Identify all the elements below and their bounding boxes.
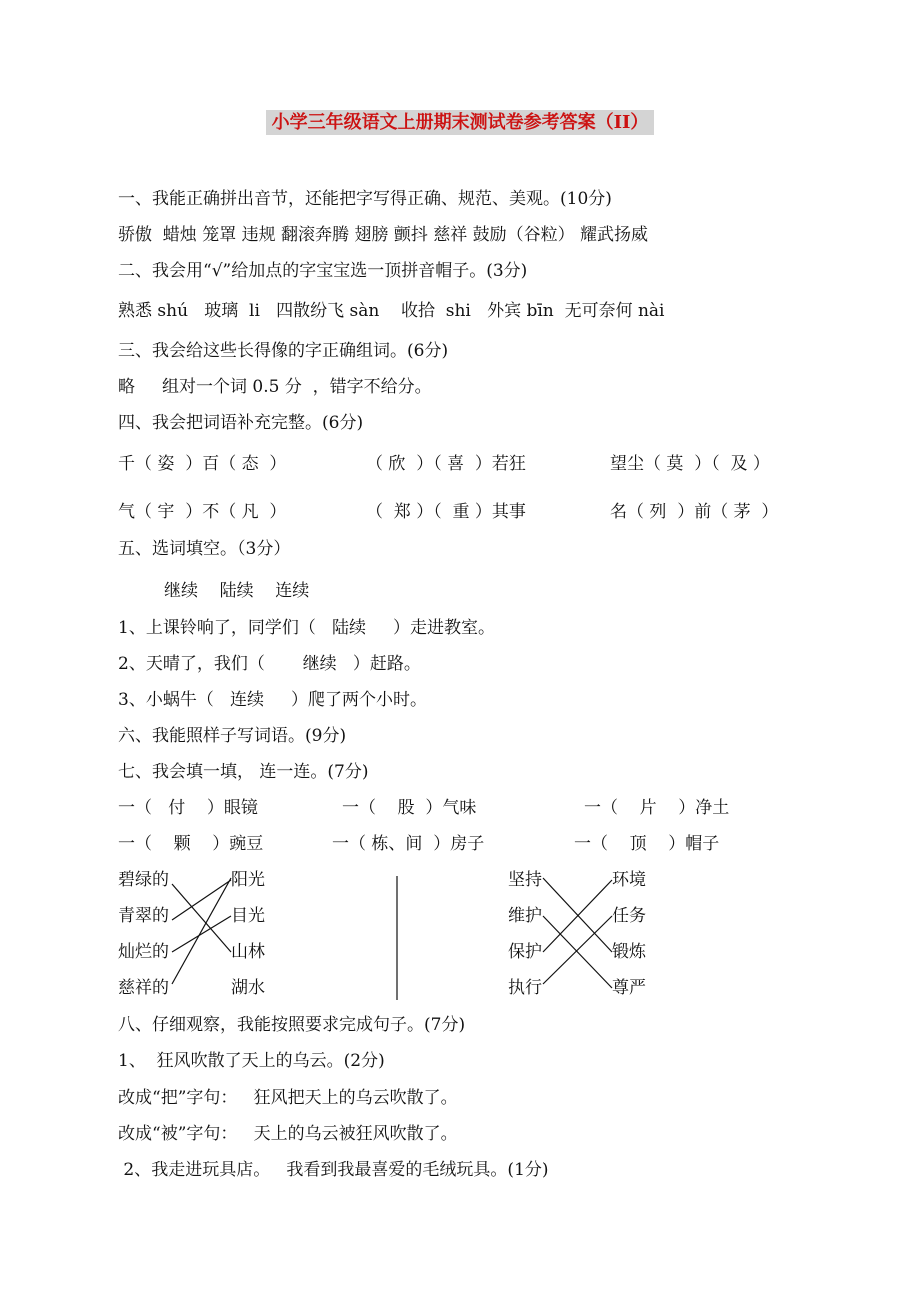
section-5-heading: 五、选词填空。（3分） bbox=[118, 539, 291, 559]
sentence-question-2: 2、我走进玩具店。 我看到我最喜爱的毛绒玩具。(1分) bbox=[118, 1160, 549, 1180]
section-3-answer: 略 组对一个词 0.5 分 ，错字不给分。 bbox=[118, 377, 432, 397]
measure-word-cell: 一（ 栋、间 ）房子 bbox=[332, 834, 485, 854]
right-word: 维护 bbox=[508, 906, 542, 926]
measure-word-cell: 一（ 股 ）气味 bbox=[342, 798, 477, 818]
right-target: 锻炼 bbox=[612, 942, 646, 962]
sentence-answer-bei: 改成“被”字句： 天上的乌云被狂风吹散了。 bbox=[118, 1124, 458, 1144]
measure-word-cell: 一（ 顶 ）帽子 bbox=[574, 834, 720, 854]
word-options: 继续 陆续 连续 bbox=[164, 581, 310, 601]
fill-question-2: 2、天晴了，我们（ 继续 ）赶路。 bbox=[118, 654, 421, 674]
section-1-answer: 骄傲 蜡烛 笼罩 违规 翻滚奔腾 翅膀 颤抖 慈祥 鼓励（谷粒） 耀武扬威 bbox=[118, 225, 649, 245]
idiom-cell: 气（ 宇 ）不（ 凡 ） bbox=[118, 502, 287, 522]
section-6-heading: 六、我能照样子写词语。(9分) bbox=[118, 726, 347, 746]
right-target: 任务 bbox=[612, 906, 646, 926]
idiom-cell: 名（ 列 ）前（ 茅 ） bbox=[610, 502, 779, 522]
left-target: 山林 bbox=[231, 942, 265, 962]
sentence-answer-ba: 改成“把”字句： 狂风把天上的乌云吹散了。 bbox=[118, 1088, 458, 1108]
idiom-cell: （ 郑 ）（ 重 ）其事 bbox=[366, 502, 526, 522]
match-line bbox=[172, 880, 231, 920]
left-target: 目光 bbox=[231, 906, 265, 926]
left-target: 湖水 bbox=[231, 978, 265, 998]
section-1-heading: 一、我能正确拼出音节，还能把字写得正确、规范、美观。(10分) bbox=[118, 189, 612, 209]
left-word: 灿烂的 bbox=[118, 942, 169, 962]
left-target: 阳光 bbox=[231, 870, 265, 890]
idiom-cell: 望尘（ 莫 ）（ 及 ） bbox=[610, 454, 770, 474]
section-2-answer: 熟悉 shú 玻璃 li 四散纷飞 sàn 收拾 shi 外宾 bīn 无可奈何 nài bbox=[118, 301, 665, 321]
measure-word-cell: 一（ 付 ）眼镜 bbox=[118, 798, 258, 818]
idiom-cell: （ 欣 ）（ 喜 ）若狂 bbox=[366, 454, 526, 474]
idiom-cell: 千（ 姿 ）百（ 态 ） bbox=[118, 454, 287, 474]
right-word: 保护 bbox=[508, 942, 542, 962]
sentence-question-1: 1、 狂风吹散了天上的乌云。(2分) bbox=[118, 1051, 385, 1071]
left-word: 碧绿的 bbox=[118, 870, 169, 890]
section-7-heading: 七、我会填一填， 连一连。(7分) bbox=[118, 762, 369, 782]
match-line bbox=[172, 916, 231, 952]
fill-question-3: 3、小蜗牛（ 连续 ）爬了两个小时。 bbox=[118, 690, 428, 710]
right-word: 坚持 bbox=[508, 870, 542, 890]
right-target: 环境 bbox=[612, 870, 646, 890]
measure-word-cell: 一（ 颗 ）豌豆 bbox=[118, 834, 264, 854]
right-word: 执行 bbox=[508, 978, 542, 998]
section-4-heading: 四、我会把词语补充完整。(6分) bbox=[118, 413, 364, 433]
fill-question-1: 1、上课铃响了，同学们（ 陆续 ）走进教室。 bbox=[118, 618, 496, 638]
section-3-heading: 三、我会给这些长得像的字正确组词。(6分) bbox=[118, 341, 449, 361]
left-word: 青翠的 bbox=[118, 906, 169, 926]
left-word: 慈祥的 bbox=[118, 978, 169, 998]
right-target: 尊严 bbox=[612, 978, 646, 998]
document-title: 小学三年级语文上册期末测试卷参考答案（II） bbox=[0, 108, 920, 134]
measure-word-cell: 一（ 片 ）净土 bbox=[584, 798, 730, 818]
section-2-heading: 二、我会用“√”给加点的字宝宝选一顶拼音帽子。(3分) bbox=[118, 261, 528, 281]
section-8-heading: 八、仔细观察，我能按照要求完成句子。(7分) bbox=[118, 1015, 466, 1035]
